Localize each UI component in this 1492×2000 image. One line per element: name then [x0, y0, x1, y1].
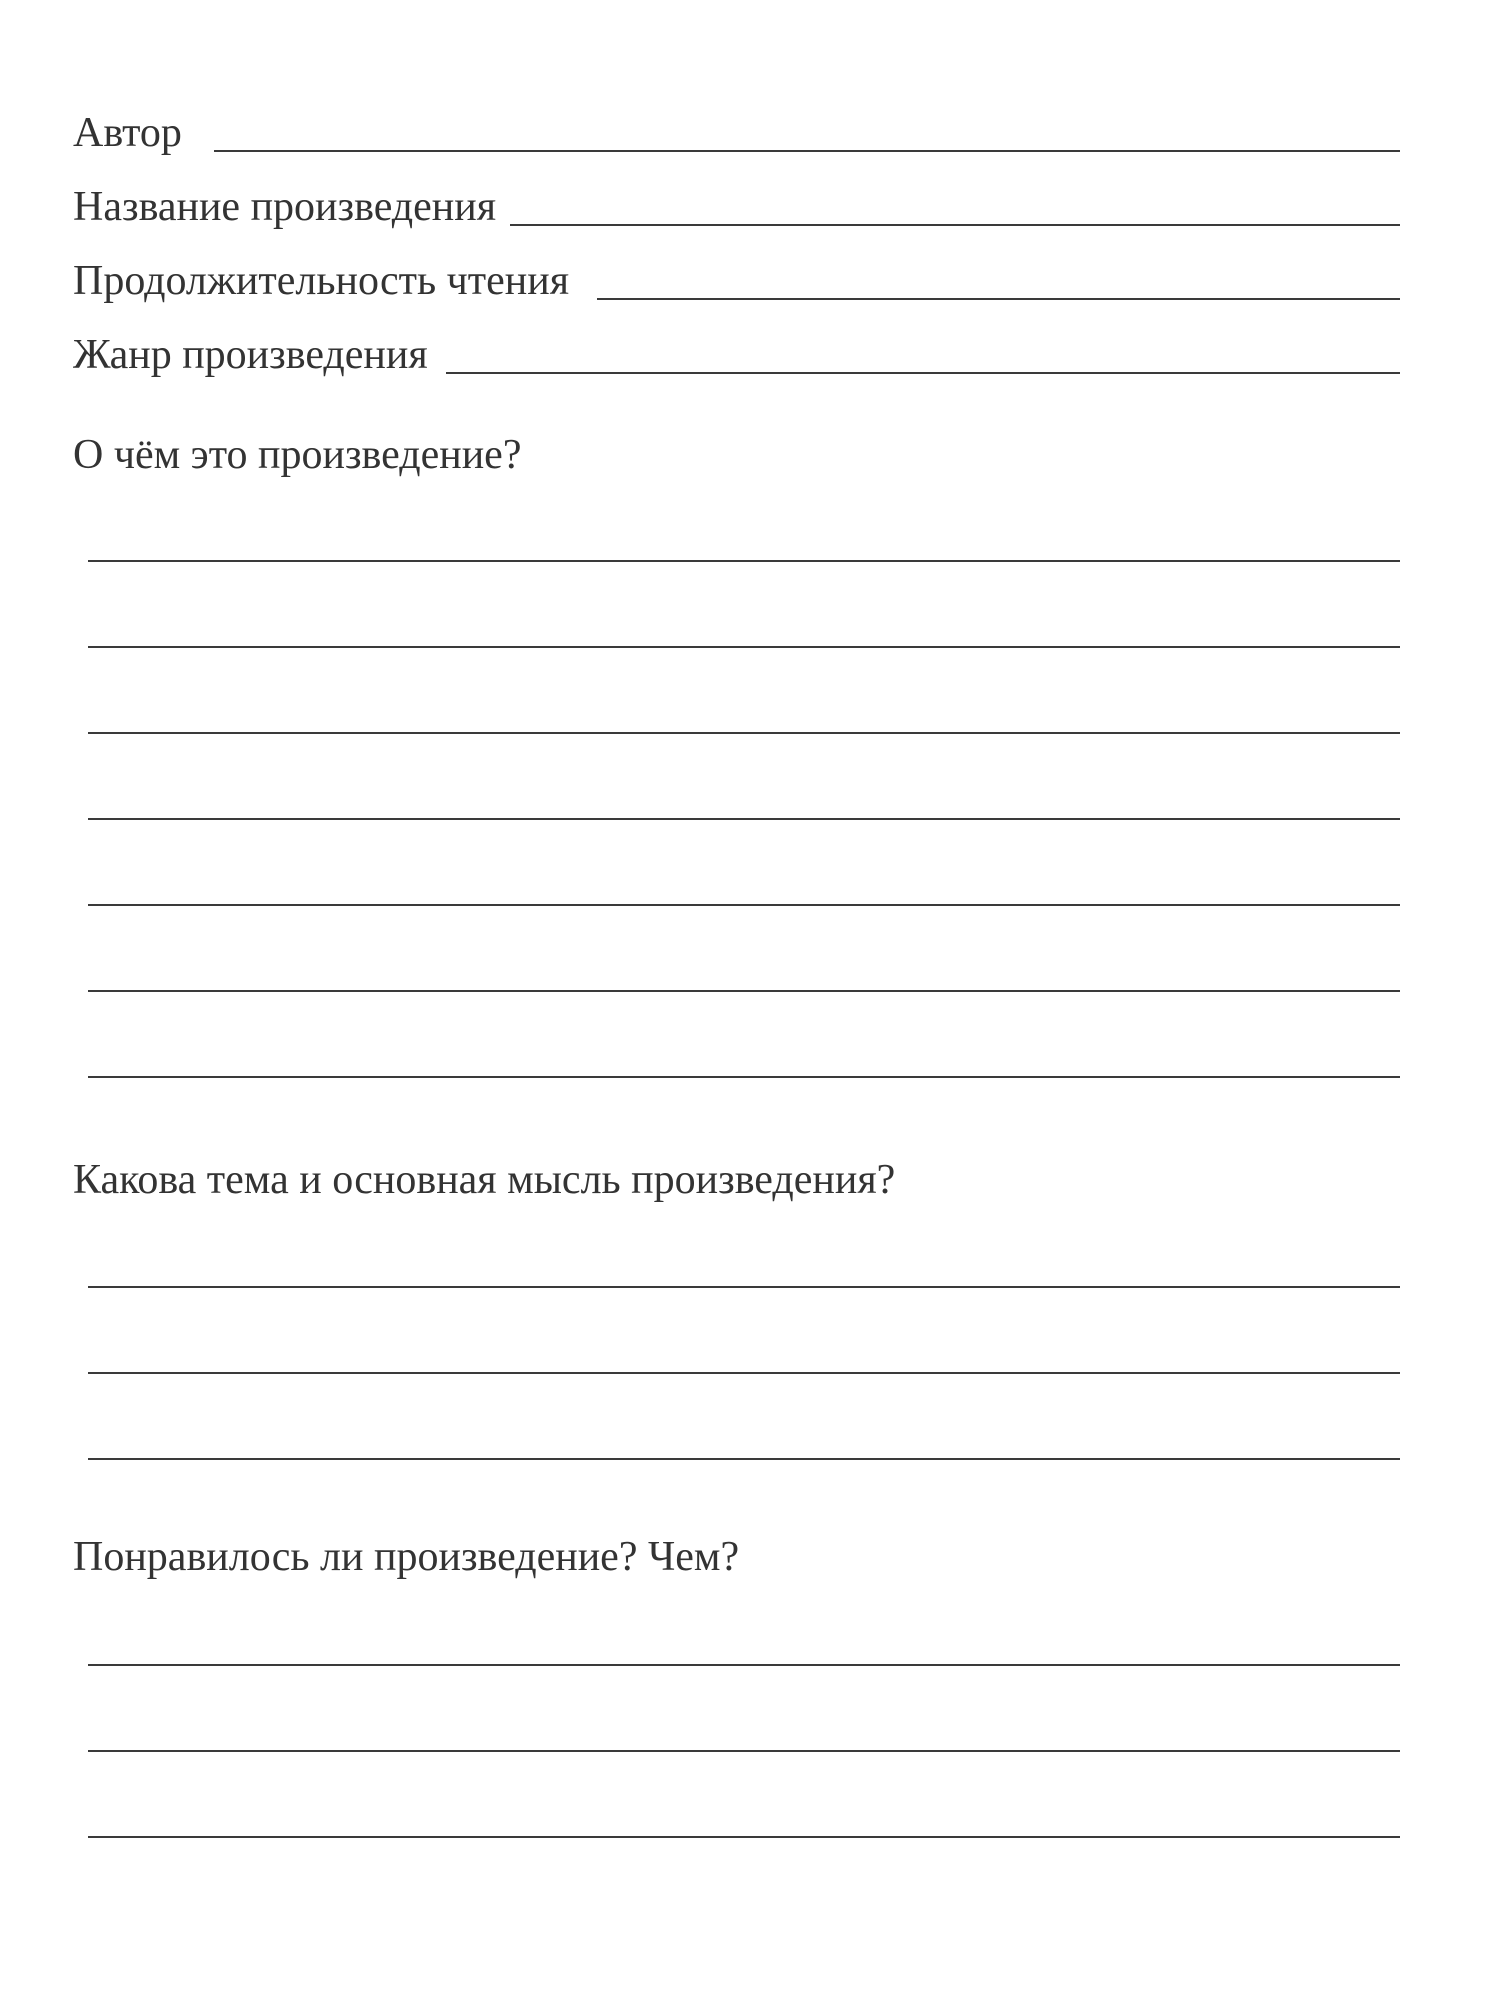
- reading-duration-label: Продолжительность чтения: [73, 258, 570, 304]
- genre-field-row: [73, 320, 1400, 380]
- title-input-line[interactable]: [510, 223, 1400, 226]
- answer-line-liked-3[interactable]: [88, 1836, 1400, 1838]
- answer-line-about-4[interactable]: [88, 818, 1400, 820]
- title-label: Название произведения: [73, 184, 497, 230]
- reading-duration-field-row: [73, 246, 1400, 306]
- title-field-row: [73, 172, 1400, 232]
- answer-line-about-2[interactable]: [88, 646, 1400, 648]
- answer-line-about-1[interactable]: [88, 560, 1400, 562]
- answer-line-about-6[interactable]: [88, 990, 1400, 992]
- answer-line-theme-3[interactable]: [88, 1458, 1400, 1460]
- answer-line-liked-1[interactable]: [88, 1664, 1400, 1666]
- answer-line-about-3[interactable]: [88, 732, 1400, 734]
- answer-line-liked-2[interactable]: [88, 1750, 1400, 1752]
- answer-line-about-7[interactable]: [88, 1076, 1400, 1078]
- author-input-line[interactable]: [214, 149, 1400, 152]
- answer-line-about-5[interactable]: [88, 904, 1400, 906]
- genre-input-line[interactable]: [446, 371, 1400, 374]
- question-liked: Понравилось ли произведение? Чем?: [73, 1534, 740, 1580]
- genre-label: Жанр произведения: [73, 332, 428, 378]
- answer-line-theme-1[interactable]: [88, 1286, 1400, 1288]
- reading-duration-input-line[interactable]: [597, 297, 1400, 300]
- author-label: Автор: [73, 110, 182, 156]
- question-theme: Какова тема и основная мысль произведения?: [73, 1157, 896, 1203]
- question-about: О чём это произведение?: [73, 432, 522, 478]
- answer-line-theme-2[interactable]: [88, 1372, 1400, 1374]
- author-field-row: [73, 98, 1400, 158]
